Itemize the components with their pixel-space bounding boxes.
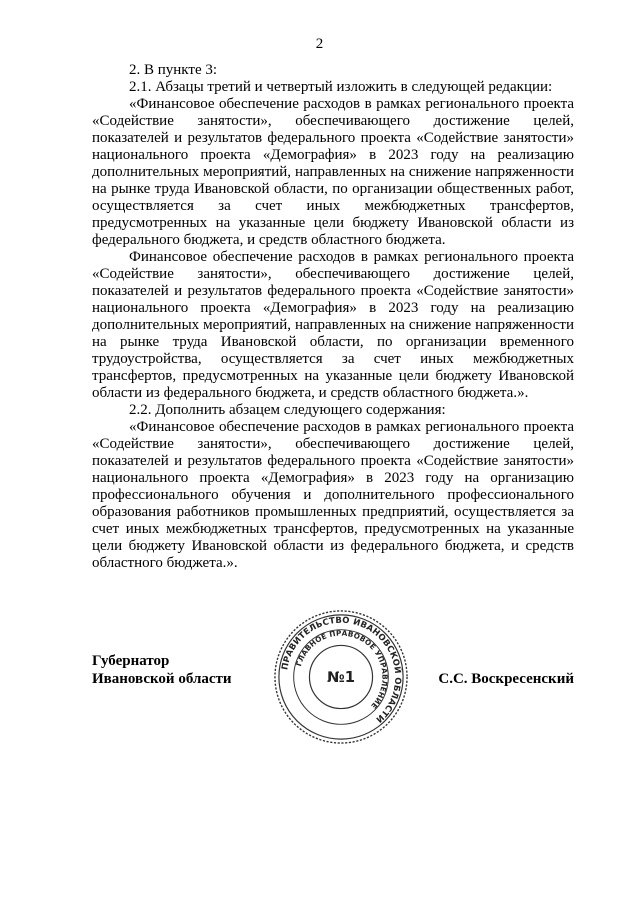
signatory-title-line1: Губернатор — [92, 653, 170, 669]
signature-block — [92, 614, 574, 762]
signatory-title — [92, 652, 232, 688]
paragraph-quote-professional-training: «Финансовое обеспечение расходов в рамках регионального проекта «Содействие занятости», обеспечивающего достижение целей, показателей и результатов федерального проекта «Содействие занятости» национального проекта «Демография» в 2023 году на организацию профессионального обучения и дополнительного профессионального образования работников промышленных предприятий, осуществляется за счет иных межбюджетных трансфертов, предусмотренных на указанные цели бюджету Ивановской области из федерального бюджета, и средств областного бюджета.». — [92, 419, 574, 571]
signatory-title-line2: Ивановской области — [92, 671, 232, 687]
paragraph-quote-public-works: «Финансовое обеспечение расходов в рамках регионального проекта «Содействие занятости», обеспечивающего достижение целей, показателей и результатов федерального проекта «Содействие занятости» национального проекта «Демография» в 2023 году на реализацию дополнительных мероприятий, направленных на снижение напряженности на рынке труда Ивановской области, по организации общественных работ, осуществляется за счет иных межбюджетных трансфертов, предусмотренных на указанные цели бюджету Ивановской области из федерального бюджета, и средств областного бюджета. — [92, 96, 574, 248]
official-seal — [272, 608, 410, 746]
page-number: 2 — [315, 36, 324, 52]
paragraph-subitem-2-1: 2.1. Абзацы третий и четвертый изложить в следующей редакции: — [129, 79, 553, 95]
document-body — [92, 62, 574, 572]
seal-outer-text: ПРАВИТЕЛЬСТВО ИВАНОВСКОЙ ОБЛАСТИ — [279, 614, 404, 725]
signatory-name: С.С. Воскресенский — [438, 671, 574, 687]
paragraph-item-2: 2. В пункте 3: — [129, 62, 218, 78]
seal-inner-text: ГЛАВНОЕ ПРАВОВОЕ УПРАВЛЕНИЕ — [294, 628, 390, 711]
seal-number: №1 — [326, 668, 356, 686]
paragraph-subitem-2-2: 2.2. Дополнить абзацем следующего содержания: — [129, 402, 446, 418]
paragraph-quote-temporary-employment: Финансовое обеспечение расходов в рамках регионального проекта «Содействие занятости», обеспечивающего достижение целей, показателей и результатов федерального проекта «Содействие занятости» национального проекта «Демография» в 2023 году на реализацию дополнительных мероприятий, направленных на снижение напряженности на рынке труда Ивановской области, по организации временного трудоустройства, осуществляется за счет иных межбюджетных трансфертов, предусмотренных на указанные цели бюджету Ивановской области из федерального бюджета, и средств областного бюджета.». — [92, 249, 574, 401]
